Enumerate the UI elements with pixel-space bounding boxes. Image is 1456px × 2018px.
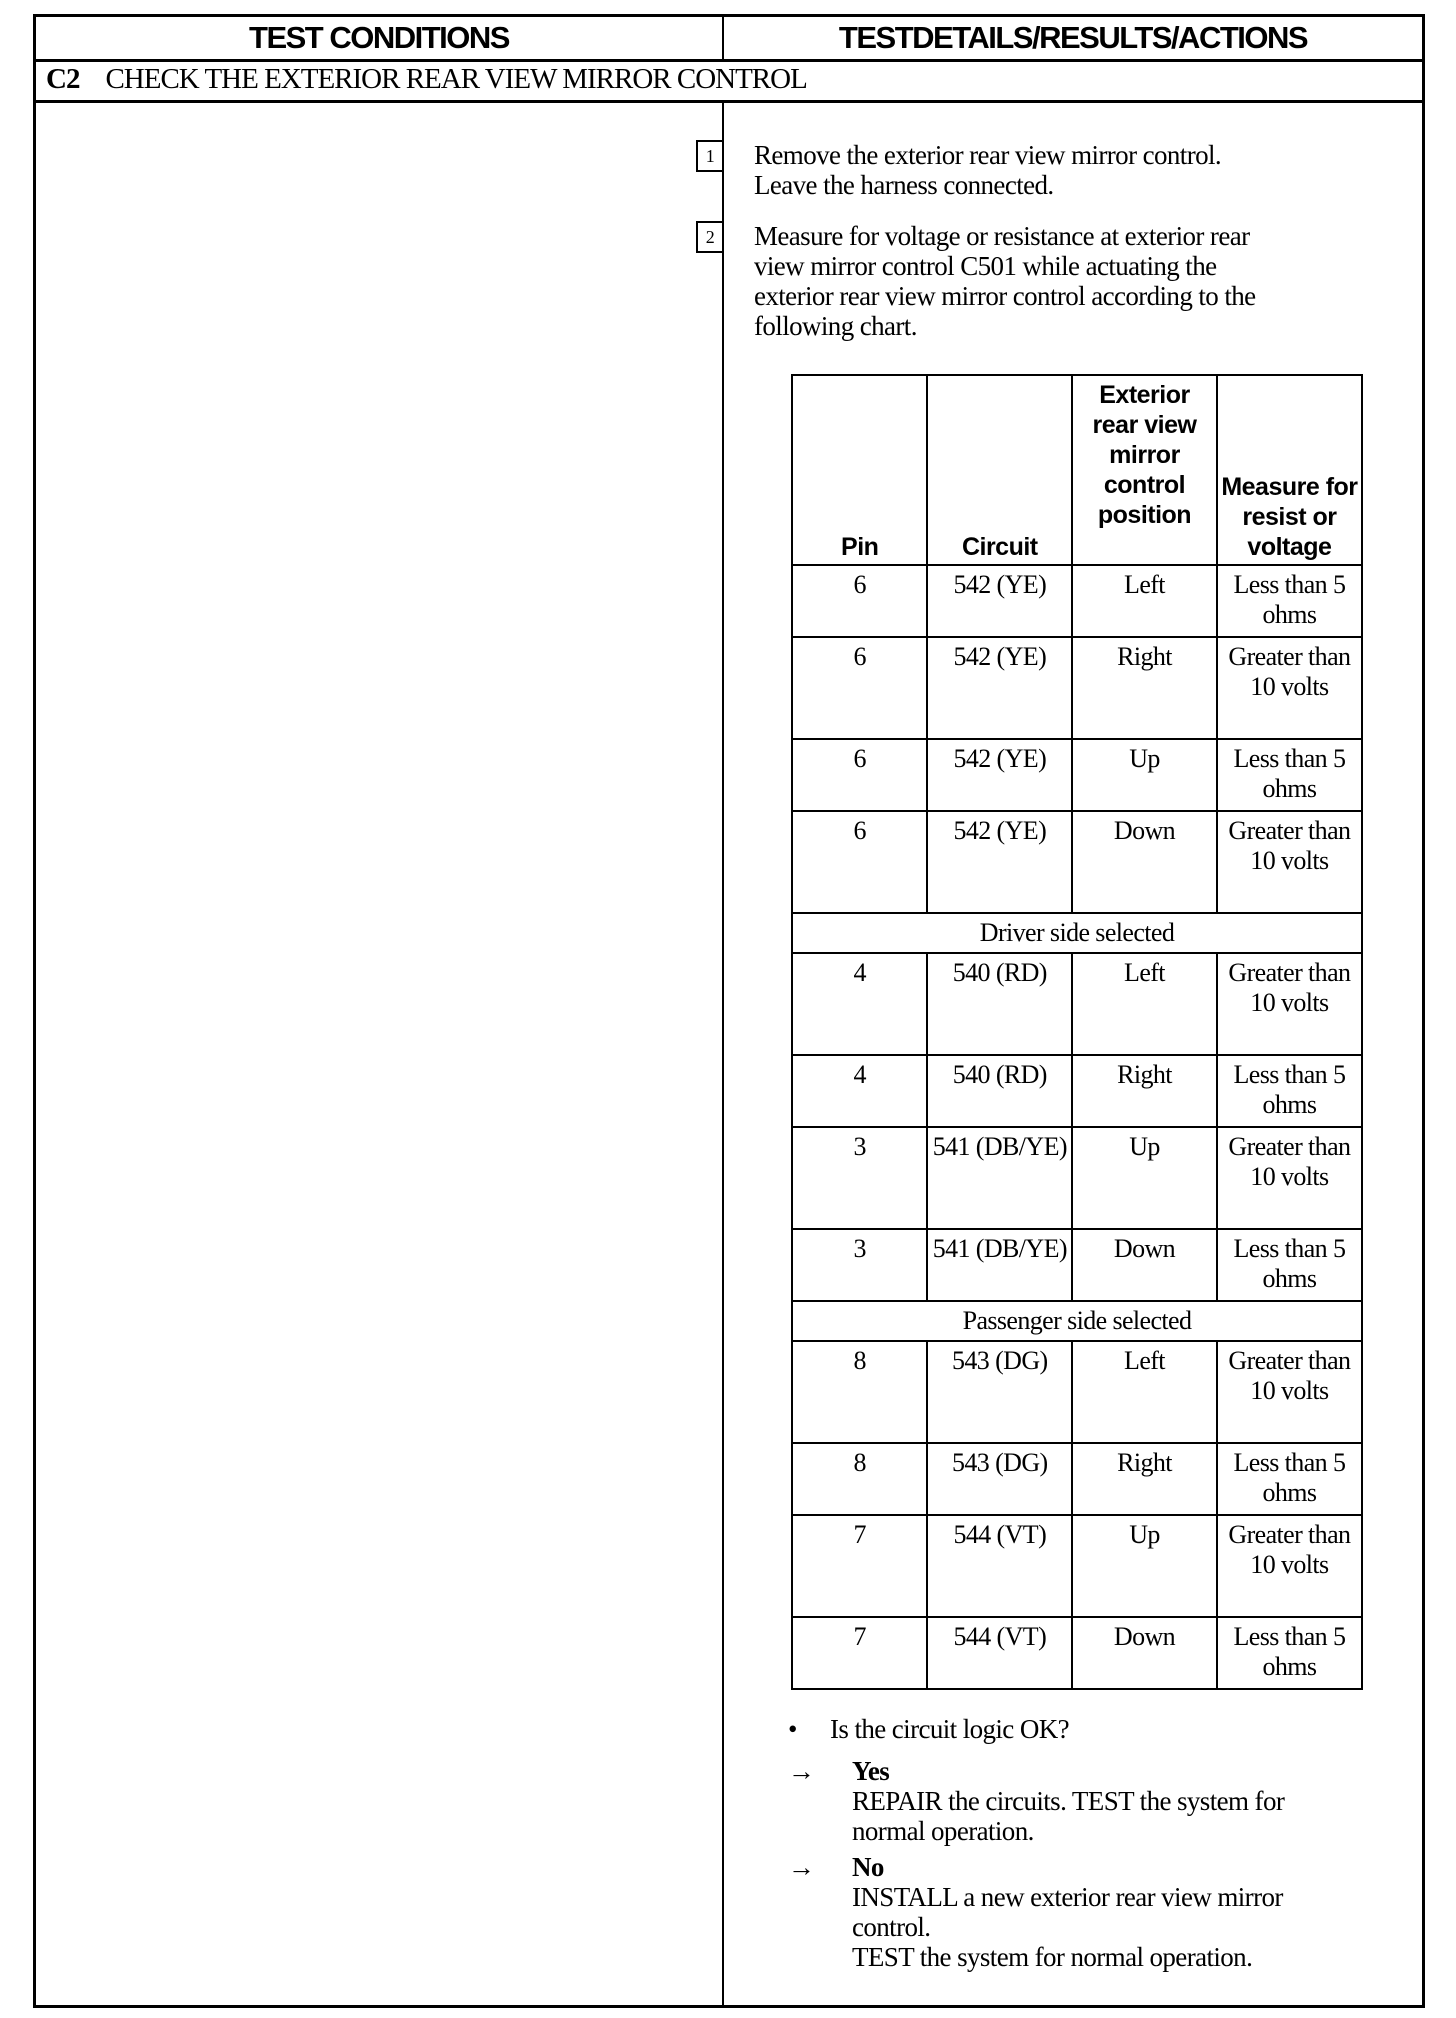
- group-row: [792, 1301, 1362, 1341]
- answer-text-line: INSTALL a new exterior rear view mirror: [852, 1882, 1283, 1912]
- measure-cell: Less than 5 ohms: [1217, 1617, 1362, 1689]
- answer-yes: [790, 1756, 1390, 1846]
- answer-text-line: REPAIR the circuits. TEST the system for: [852, 1786, 1285, 1816]
- circuit-cell: 543 (DG): [927, 1443, 1072, 1515]
- section-id: C2: [46, 63, 80, 95]
- pin-cell: 7: [792, 1617, 927, 1689]
- circuit-cell: 541 (DB/YE): [927, 1127, 1072, 1229]
- circuit-cell: 544 (VT): [927, 1617, 1072, 1689]
- measure-cell: Greater than 10 volts: [1217, 1127, 1362, 1229]
- pin-cell: 8: [792, 1443, 927, 1515]
- step-text-line: Leave the harness connected.: [754, 170, 1054, 200]
- position-cell: Right: [1072, 1443, 1217, 1515]
- position-cell: Up: [1072, 1127, 1217, 1229]
- circuit-cell: 544 (VT): [927, 1515, 1072, 1617]
- pin-cell: 3: [792, 1127, 927, 1229]
- step-1: [696, 140, 1346, 200]
- pin-cell: 8: [792, 1341, 927, 1443]
- answer-no: [790, 1852, 1390, 1972]
- pin-cell: 3: [792, 1229, 927, 1301]
- pin-cell: 7: [792, 1515, 927, 1617]
- answer-text-line: TEST the system for normal operation.: [852, 1942, 1253, 1972]
- table-row: [792, 1055, 1362, 1127]
- answer-text-line: normal operation.: [852, 1816, 1034, 1846]
- step-text-line: exterior rear view mirror control according to the: [754, 281, 1256, 311]
- pin-cell: 6: [792, 739, 927, 811]
- position-cell: Left: [1072, 953, 1217, 1055]
- pin-cell: 6: [792, 565, 927, 637]
- step-number-box: 1: [696, 140, 724, 172]
- circuit-cell: 540 (RD): [927, 1055, 1072, 1127]
- position-cell: Down: [1072, 1229, 1217, 1301]
- header-pin: Pin: [792, 375, 927, 565]
- test-details-heading: TESTDETAILS/RESULTS/ACTIONS: [838, 20, 1308, 55]
- position-cell: Up: [1072, 1515, 1217, 1617]
- table-row: [792, 1229, 1362, 1301]
- step-2: [696, 221, 1346, 341]
- answer-label: No: [852, 1852, 884, 1882]
- bullet-icon: •: [788, 1714, 797, 1744]
- measure-cell: Greater than 10 volts: [1217, 953, 1362, 1055]
- measure-cell: Less than 5 ohms: [1217, 739, 1362, 811]
- step-text-line: Remove the exterior rear view mirror control.: [754, 140, 1222, 170]
- table-row: [792, 1515, 1362, 1617]
- position-cell: Down: [1072, 1617, 1217, 1689]
- header-position: Exterior rear view mirror control position: [1072, 375, 1217, 565]
- group-label: Driver side selected: [792, 913, 1362, 953]
- pin-cell: 4: [792, 953, 927, 1055]
- measure-cell: Less than 5 ohms: [1217, 565, 1362, 637]
- measure-cell: Less than 5 ohms: [1217, 1229, 1362, 1301]
- circuit-cell: 542 (YE): [927, 811, 1072, 913]
- column-divider: [722, 100, 724, 2005]
- step-text-line: Measure for voltage or resistance at exterior rear: [754, 221, 1250, 251]
- header-circuit: Circuit: [927, 375, 1072, 565]
- answer-label: Yes: [852, 1756, 890, 1786]
- question: [790, 1714, 1390, 1744]
- pin-cell: 6: [792, 637, 927, 739]
- circuit-cell: 542 (YE): [927, 739, 1072, 811]
- table-row: [792, 811, 1362, 913]
- pin-cell: 4: [792, 1055, 927, 1127]
- position-cell: Up: [1072, 739, 1217, 811]
- arrow-right-icon: →: [788, 1852, 815, 1882]
- table-row: [792, 1443, 1362, 1515]
- measure-cell: Greater than 10 volts: [1217, 637, 1362, 739]
- table-row: [792, 1127, 1362, 1229]
- circuit-cell: 541 (DB/YE): [927, 1229, 1072, 1301]
- step-text-line: view mirror control C501 while actuating the: [754, 251, 1217, 281]
- position-cell: Right: [1072, 637, 1217, 739]
- measure-cell: Greater than 10 volts: [1217, 1341, 1362, 1443]
- table-row: [792, 739, 1362, 811]
- measure-cell: Greater than 10 volts: [1217, 1515, 1362, 1617]
- position-cell: Down: [1072, 811, 1217, 913]
- table-row: [792, 565, 1362, 637]
- circuit-cell: 540 (RD): [927, 953, 1072, 1055]
- section-title-row: [36, 59, 1422, 103]
- column-headers: [36, 17, 1422, 62]
- position-cell: Left: [1072, 565, 1217, 637]
- section-title: CHECK THE EXTERIOR REAR VIEW MIRROR CONTROL: [105, 63, 807, 95]
- circuit-cell: 542 (YE): [927, 565, 1072, 637]
- arrow-right-icon: →: [788, 1756, 815, 1786]
- question-text: Is the circuit logic OK?: [830, 1714, 1070, 1744]
- step-text-line: following chart.: [754, 311, 917, 341]
- test-conditions-heading: TEST CONDITIONS: [36, 17, 724, 59]
- table-row: [792, 953, 1362, 1055]
- pin-cell: 6: [792, 811, 927, 913]
- header-measure: Measure for resist or voltage: [1217, 375, 1362, 565]
- answer-text-line: control.: [852, 1912, 931, 1942]
- table-row: [792, 1617, 1362, 1689]
- table-row: [792, 1341, 1362, 1443]
- step-number-box: 2: [696, 221, 724, 253]
- measure-cell: Less than 5 ohms: [1217, 1055, 1362, 1127]
- table-row: [792, 637, 1362, 739]
- position-cell: Right: [1072, 1055, 1217, 1127]
- group-label: Passenger side selected: [792, 1301, 1362, 1341]
- circuit-cell: 543 (DG): [927, 1341, 1072, 1443]
- measure-cell: Less than 5 ohms: [1217, 1443, 1362, 1515]
- measure-cell: Greater than 10 volts: [1217, 811, 1362, 913]
- group-row: [792, 913, 1362, 953]
- measurement-chart: [791, 374, 1363, 1690]
- circuit-cell: 542 (YE): [927, 637, 1072, 739]
- position-cell: Left: [1072, 1341, 1217, 1443]
